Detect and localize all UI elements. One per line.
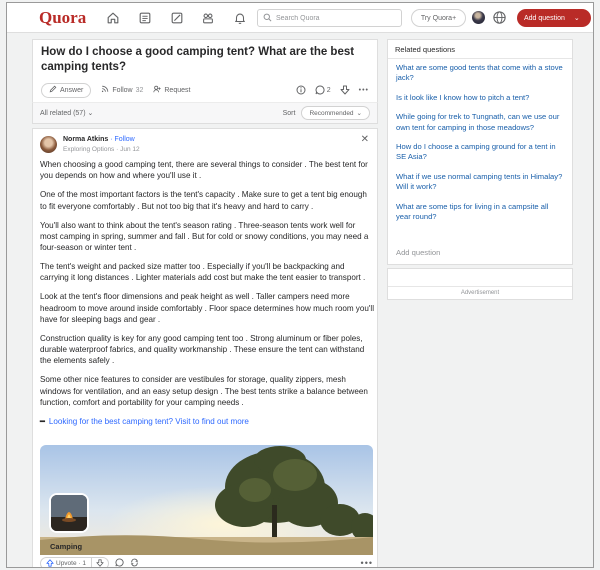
answer-paragraph: Some other nice features to consider are vestibules for storage, quality zippers, mesh windows for ventilation, and an easy setup design . The best tents strike a balance between function, comfort and portability for your camping needs .	[40, 375, 368, 407]
chevron-down-icon: ⌄	[573, 15, 580, 22]
dash-icon: ━	[40, 416, 45, 426]
comment-count: 2	[326, 86, 331, 94]
comments-button[interactable]	[315, 85, 331, 95]
follow-label: Follow	[112, 86, 133, 94]
answer-link-line	[40, 416, 374, 427]
answer-paragraph: You'll also want to think about the tent's season rating . Three-season tents work well for most camping in spring, summer and fall . But for cold or snowy conditions, you may need a four-season or winter tent .	[40, 220, 369, 252]
info-icon[interactable]	[296, 85, 306, 95]
notifications-icon[interactable]	[232, 10, 248, 26]
spaces-icon[interactable]	[200, 10, 216, 26]
search-box[interactable]	[257, 9, 402, 27]
pencil-icon	[49, 85, 57, 95]
follow-count: 32	[135, 86, 144, 94]
comment-icon	[315, 85, 325, 95]
answer-actions	[40, 556, 373, 568]
quora-logo[interactable]: Quora	[39, 8, 87, 27]
related-question-link[interactable]: While going for trek to Tungnath, can we use our own tent for camping in those meadows?	[396, 112, 560, 132]
link-preview-image[interactable]	[40, 445, 373, 555]
answer-paragraph: Construction quality is key for any good camping tent too . Strong aluminum or fiber poles, durable waterproof fabrics, and quality workmanship . These ensure the tent can withstand the elements safely .	[40, 333, 365, 366]
answer-icon[interactable]	[169, 10, 185, 26]
follow-question-button[interactable]	[101, 85, 143, 95]
author-avatar[interactable]	[40, 136, 57, 153]
add-question-button[interactable]	[517, 9, 591, 27]
answer-paragraph: One of the most important factors is the tent's capacity . Make sure to get a tent big enough to fit everyone comfortably . But not too big that it's heavy and hard to carry .	[40, 190, 367, 211]
question-title[interactable]: How do I choose a good camping tent? What are the best camping tents?	[41, 46, 355, 73]
request-label: Request	[164, 86, 191, 94]
related-question-link[interactable]: Is it look like I know how to pitch a tent?	[396, 92, 530, 102]
language-globe-icon[interactable]	[492, 10, 507, 25]
camping-space-icon[interactable]	[49, 493, 89, 533]
question-card	[32, 39, 378, 102]
upvote-icon	[46, 559, 54, 567]
advertisement-label: Advertisement	[388, 286, 572, 296]
answer-external-link[interactable]: Looking for the best camping tent? Visit to find out more	[48, 416, 249, 426]
top-navbar	[7, 3, 593, 33]
following-icon[interactable]	[137, 10, 153, 26]
answer-body	[40, 159, 374, 427]
comment-icon[interactable]	[115, 558, 124, 569]
more-options-icon[interactable]: •••	[358, 86, 369, 94]
sort-value: Recommended	[309, 109, 354, 117]
share-icon[interactable]	[130, 558, 139, 569]
rss-follow-icon	[101, 85, 109, 95]
close-icon[interactable]: ✕	[360, 134, 369, 145]
author-name[interactable]: Norma Atkins	[63, 136, 109, 143]
answer-paragraph: Look at the tent's floor dimensions and peak height as well . Taller campers need more headroom to move around inside comfortably . Floor space determines how much room you'll have for sleeping bags and gear .	[40, 292, 374, 324]
all-related-label: All related (57)	[40, 110, 86, 117]
request-button[interactable]	[153, 85, 190, 95]
downvote-icon	[96, 559, 104, 567]
related-question-link[interactable]: What are some tips for living in a campsite all year round?	[396, 201, 549, 222]
answers-filter-bar	[32, 102, 378, 124]
request-icon	[153, 85, 161, 95]
downvote-question-icon[interactable]	[340, 85, 350, 95]
add-question-label: Add question	[524, 14, 565, 22]
answer-paragraph: When choosing a good camping tent, there are several things to consider . The best tent for you depends on how and where you'll use it .	[40, 160, 368, 181]
follow-author-link[interactable]: Follow	[114, 136, 135, 143]
advertisement-box	[387, 268, 573, 300]
question-actions	[41, 82, 369, 98]
sort-label: Sort	[282, 109, 296, 117]
downvote-button[interactable]	[92, 559, 108, 567]
author-line: Norma Atkins · Follow	[63, 136, 135, 143]
sort-dropdown[interactable]	[301, 106, 370, 120]
try-quora-plus-button[interactable]: Try Quora+	[411, 9, 466, 27]
more-options-icon[interactable]: •••	[360, 558, 373, 568]
related-question-link[interactable]: What are some good tents that come with a stove jack?	[396, 63, 563, 83]
answer-button[interactable]	[41, 83, 91, 98]
upvote-button[interactable]	[41, 558, 92, 569]
browser-frame	[6, 2, 594, 568]
answer-paragraph: The tent's weight and packed size matter too . Especially if you'll be backpacking and carrying it long distances . Lighter materials add cost but make the tent easier to transport .	[40, 262, 366, 283]
related-question-link[interactable]: What if we use normal camping tents in Himalay? Will it work?	[396, 171, 563, 192]
search-input[interactable]	[276, 15, 396, 22]
vote-control	[40, 557, 109, 569]
answer-label: Answer	[60, 86, 84, 94]
add-question-link[interactable]: Add question	[396, 248, 441, 257]
answer-card	[32, 128, 378, 568]
related-questions-title: Related questions	[388, 40, 572, 59]
search-icon	[263, 13, 272, 24]
question-secondary-actions	[296, 85, 369, 95]
home-icon[interactable]	[105, 10, 121, 26]
author-meta: Exploring Options · Jun 12	[63, 146, 140, 153]
related-questions-list	[388, 59, 572, 222]
related-questions-panel	[387, 39, 573, 265]
space-name[interactable]: Camping	[50, 542, 83, 551]
upvote-label: Upvote · 1	[56, 559, 86, 567]
chevron-down-icon: ⌄	[87, 110, 94, 117]
chevron-down-icon: ⌄	[356, 110, 362, 117]
related-question-link[interactable]: How do I choose a camping ground for a tent in SE Asia?	[396, 142, 556, 162]
all-related-dropdown[interactable]	[40, 109, 93, 117]
user-avatar[interactable]	[472, 11, 485, 24]
